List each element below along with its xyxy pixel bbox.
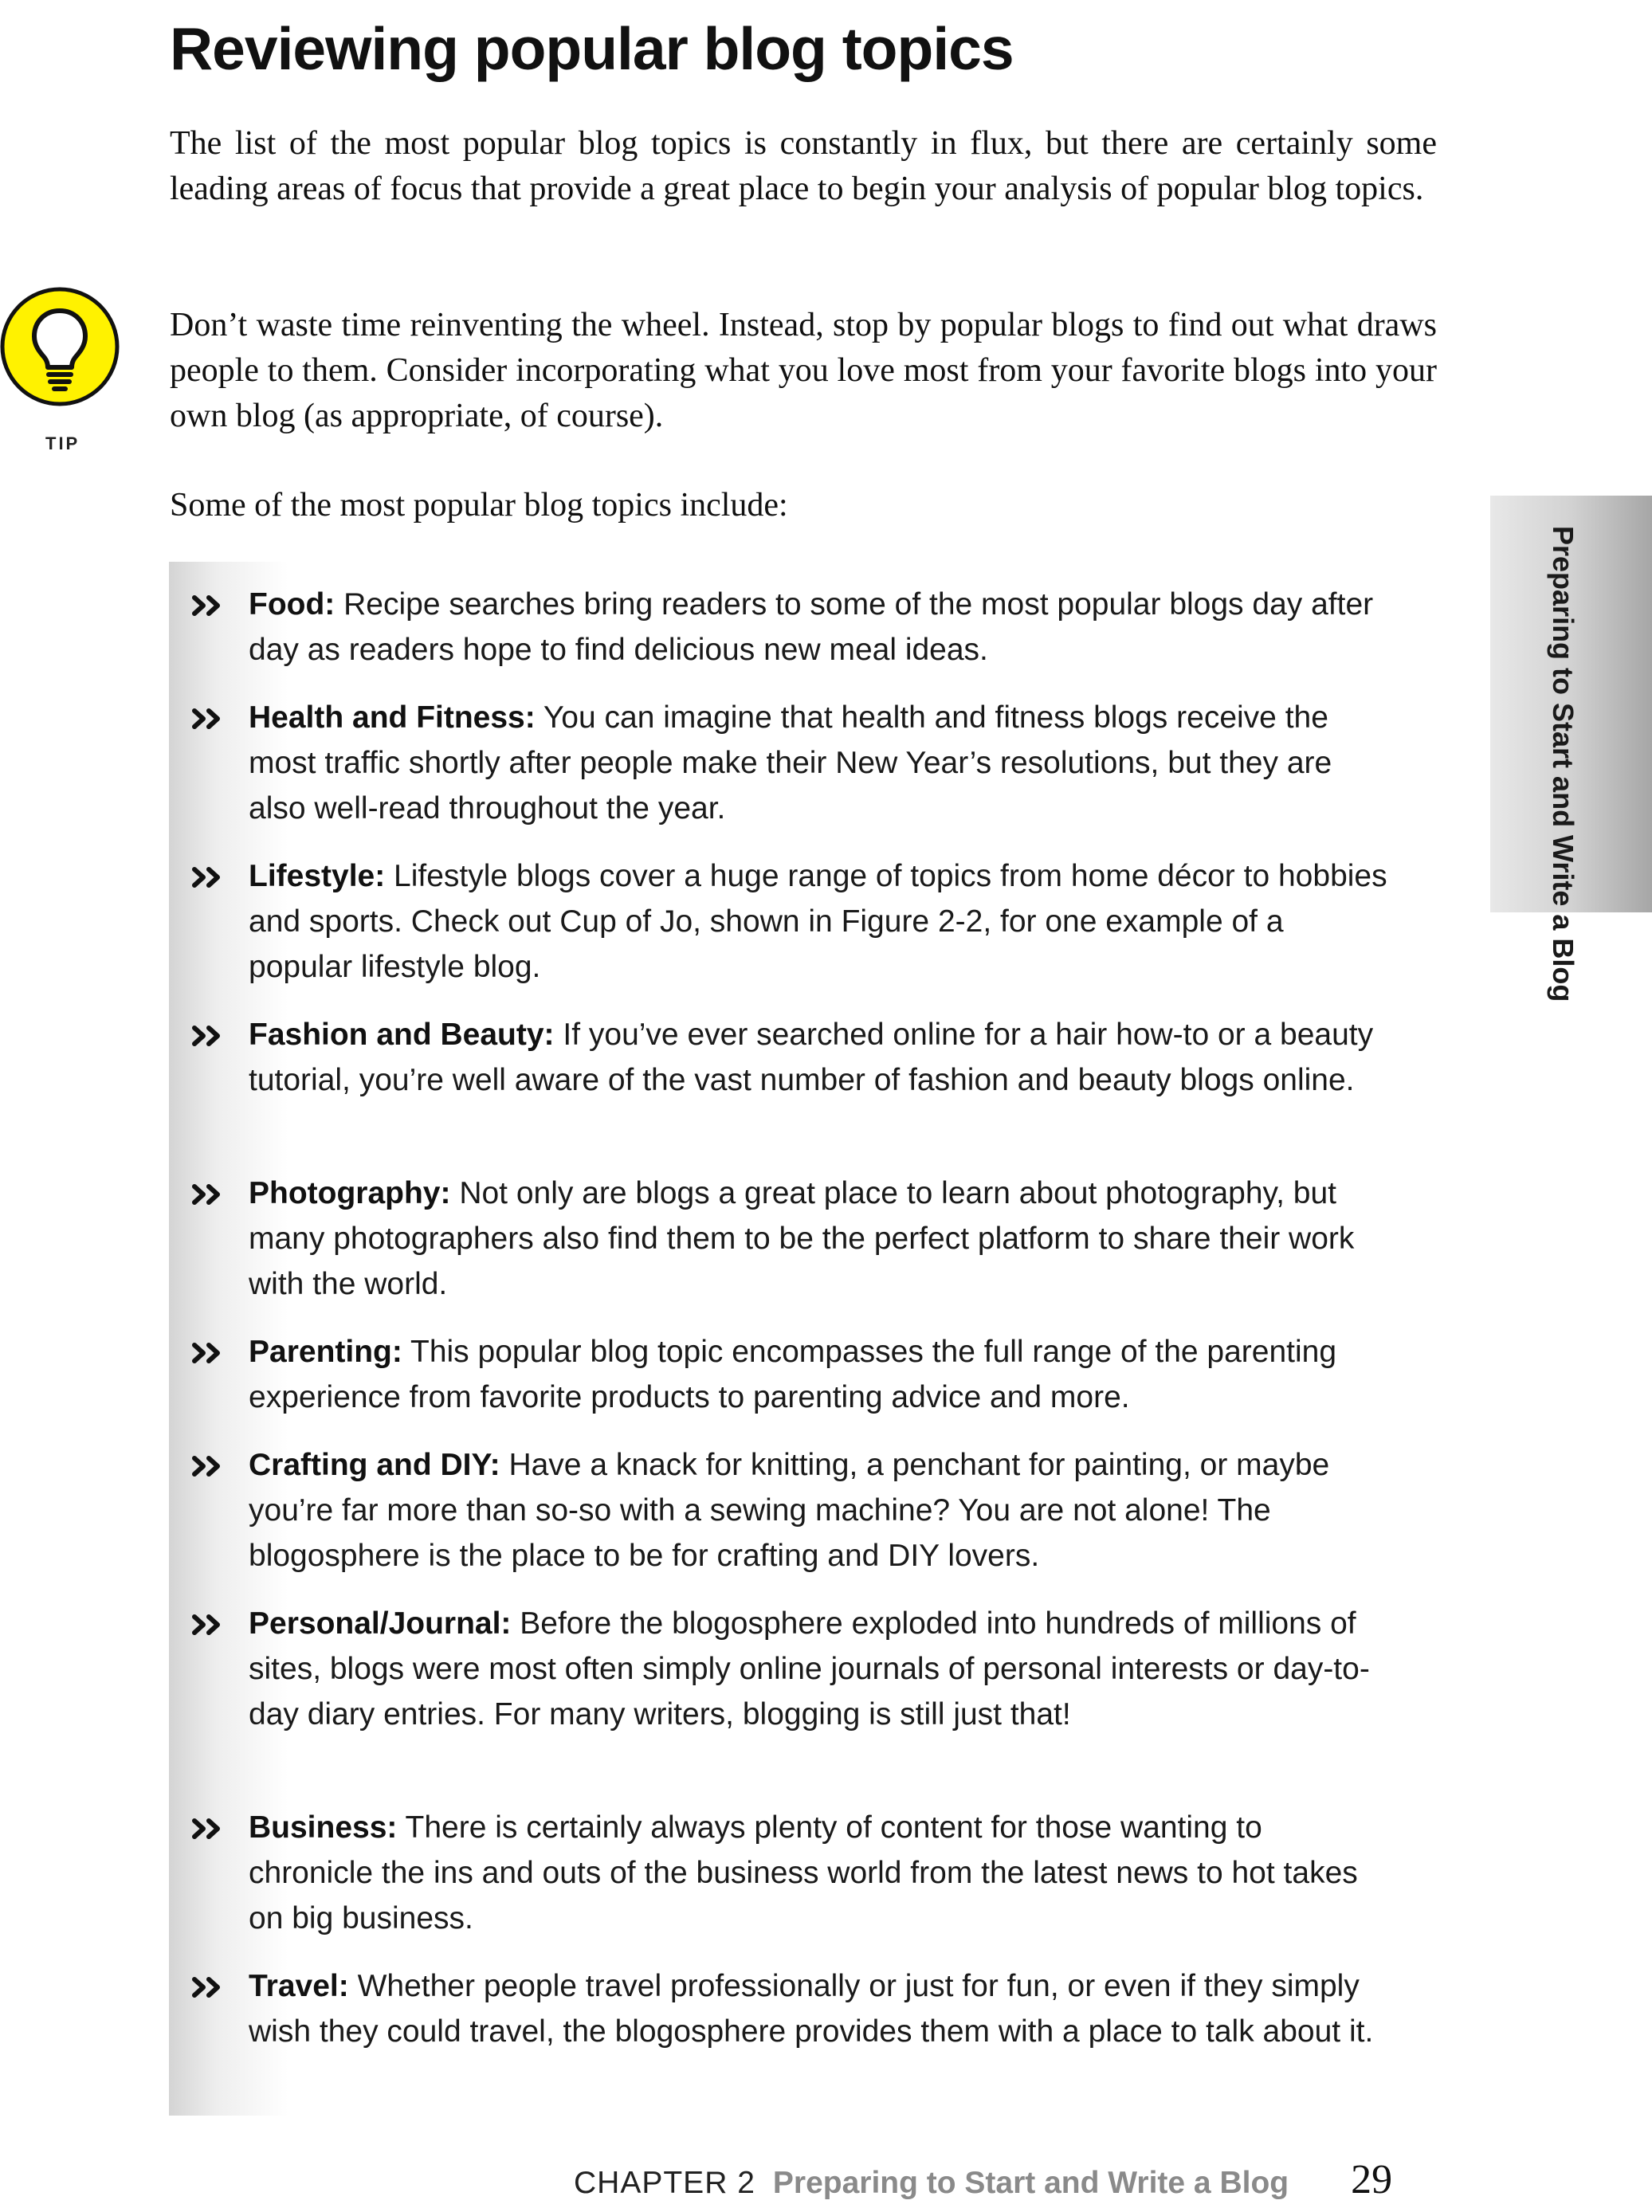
bullet-item-photography bbox=[249, 1171, 1388, 1307]
double-chevron-icon bbox=[191, 1456, 228, 1477]
bullet-text: You can imagine that health and fitness blogs receive the most traffic shortly after people make their New Year’s resolutions, but they are also well-read throughout the year. bbox=[249, 700, 1332, 826]
bullet-term: Travel: bbox=[249, 1969, 349, 2003]
bullet-term: Food: bbox=[249, 587, 336, 622]
double-chevron-icon bbox=[191, 1184, 228, 1205]
bullet-item-fashion-beauty bbox=[249, 1012, 1388, 1103]
page-number: 29 bbox=[1351, 2157, 1393, 2202]
side-tab-label: Preparing to Start and Write a Blog bbox=[1547, 526, 1579, 1002]
bullet-text: There is certainly always plenty of content for those wanting to chronicle the ins and outs of the business world from the latest news to hot takes on big business. bbox=[249, 1810, 1358, 1936]
bullet-item-crafting-diy bbox=[249, 1442, 1388, 1579]
lead-in-paragraph: Some of the most popular blog topics include: bbox=[170, 487, 788, 524]
bullet-text: Whether people travel professionally or just for fun, or even if they simply wish they could travel, the blogosphere provides them with a place to talk about it. bbox=[249, 1969, 1374, 2049]
bullet-term: Parenting: bbox=[249, 1335, 402, 1369]
bullet-item-lifestyle bbox=[249, 853, 1388, 990]
bullet-text: Have a knack for knitting, a penchant for painting, or maybe you’re far more than so-so with a sewing machine? You are not alone! The blogosphere is the place to be for crafting and DIY lovers. bbox=[249, 1448, 1330, 1573]
footer-chapter: CHAPTER 2 bbox=[574, 2166, 755, 2200]
bullet-text: Not only are blogs a great place to learn about photography, but many photographers also find them to be the perfect platform to share their work with the world. bbox=[249, 1176, 1355, 1301]
intro-paragraph: The list of the most popular blog topics is constantly in flux, but there are certainly some leading areas of focus that provide a great place to begin your analysis of popular blog topics. bbox=[170, 125, 1437, 207]
bullet-term: Health and Fitness: bbox=[249, 700, 536, 735]
tip-paragraph: Don’t waste time reinventing the wheel. Instead, stop by popular blogs to find out what draws people to them. Consider incorporating what you love most from your favorite blogs into your own blog (as appropriate, of course). bbox=[170, 307, 1437, 434]
bullet-text: If you’ve ever searched online for a hair how-to or a beauty tutorial, you’re well aware of the vast number of fashion and beauty blogs online. bbox=[249, 1018, 1374, 1097]
bullet-item-food bbox=[249, 582, 1388, 673]
tip-label: TIP bbox=[45, 433, 80, 453]
bullet-text: This popular blog topic encompasses the full range of the parenting experience from favorite products to parenting advice and more. bbox=[249, 1335, 1337, 1414]
bullet-text: Before the blogosphere exploded into hundreds of millions of sites, blogs were most often simply online journals of personal interests or day-to-day diary entries. For many writers, blogging is still just that! bbox=[249, 1606, 1370, 1732]
page-footer bbox=[574, 2156, 1392, 2204]
double-chevron-icon bbox=[191, 1343, 228, 1363]
bullet-term: Crafting and DIY: bbox=[249, 1448, 500, 1482]
bullet-term: Lifestyle: bbox=[249, 859, 386, 893]
double-chevron-icon bbox=[191, 1977, 228, 1998]
bullet-term: Business: bbox=[249, 1810, 398, 1845]
bullet-item-business bbox=[249, 1805, 1388, 1941]
bullet-text: Lifestyle blogs cover a huge range of topics from home décor to hobbies and sports. Check out Cup of Jo, shown in Figure 2-2, for one example of a popular lifestyle blog. bbox=[249, 859, 1387, 984]
bullet-term: Personal/Journal: bbox=[249, 1606, 512, 1641]
double-chevron-icon bbox=[191, 708, 228, 729]
bullet-term: Photography: bbox=[249, 1176, 451, 1210]
double-chevron-icon bbox=[191, 1026, 228, 1046]
bullet-item-health-fitness bbox=[249, 695, 1388, 831]
double-chevron-icon bbox=[191, 1614, 228, 1635]
bullet-term: Fashion and Beauty: bbox=[249, 1018, 555, 1052]
double-chevron-icon bbox=[191, 595, 228, 616]
bullet-item-travel bbox=[249, 1963, 1388, 2054]
bullet-item-personal-journal bbox=[249, 1601, 1388, 1737]
lightbulb-icon bbox=[0, 287, 120, 406]
page-heading: Reviewing popular blog topics bbox=[170, 15, 1014, 82]
double-chevron-icon bbox=[191, 1818, 228, 1839]
bullet-item-parenting bbox=[249, 1329, 1388, 1420]
footer-chapter-title: Preparing to Start and Write a Blog bbox=[772, 2166, 1289, 2200]
bullet-text: Recipe searches bring readers to some of the most popular blogs day after day as readers hope to find delicious new meal ideas. bbox=[249, 587, 1374, 667]
double-chevron-icon bbox=[191, 867, 228, 888]
